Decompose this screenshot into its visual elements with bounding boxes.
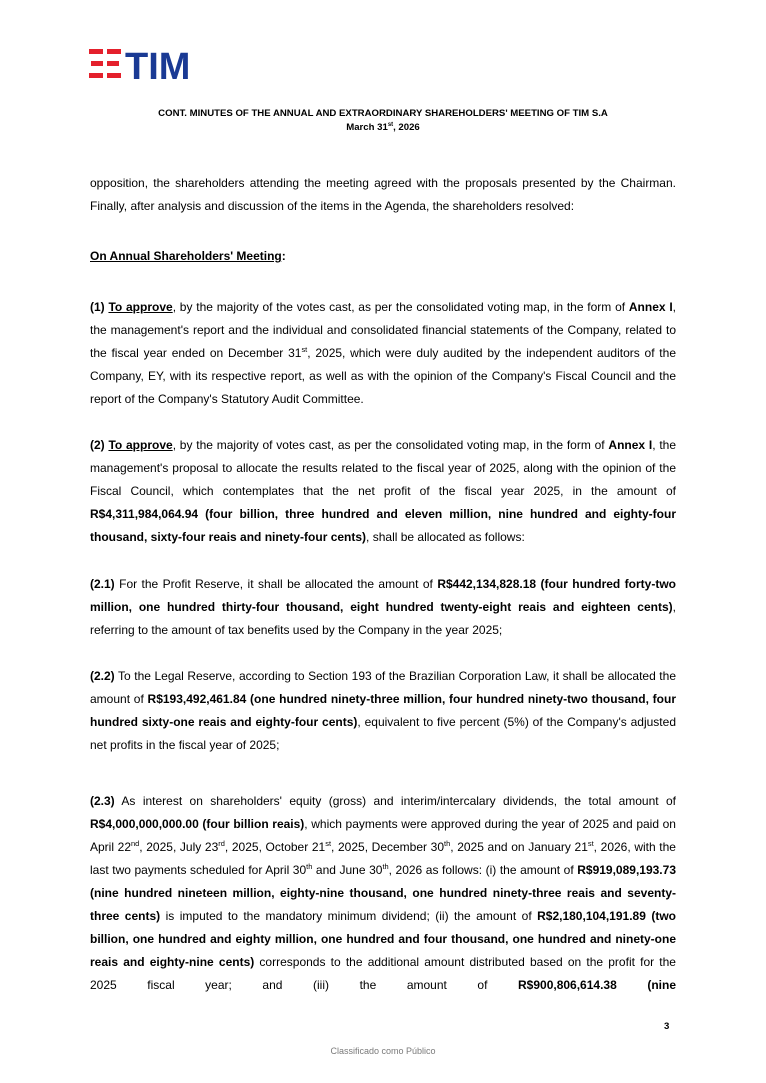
document-header-date: March 31st, 2026 (346, 121, 420, 133)
item-2-paragraph: (2) To approve, by the majority of votes cast, as per the consolidated voting map, in the form of Annex I, the management's proposal to allocate the results related to the fiscal year of 2025, along with the opinion of the Fiscal Council, which contemplates that the net profit of the fiscal year 2025, in the amount of R$4,311,984,064.94 (four billion, three hundred and eleven million, nine hundred and eighty-four thousand, sixty-four reais and ninety-four cents), shall be allocated as follows: (90, 438, 676, 544)
classification-label: Classificado como Público (330, 1046, 436, 1056)
item-2-2-paragraph: (2.2) To the Legal Reserve, according to Section 193 of the Brazilian Corporation Law, it shall be allocated the amount of R$193,492,461.84 (one hundred ninety-three million, four hundred ninety-two thousand, four hundred sixty-one reais and eighty-four cents), equivalent to five percent (5%) of the Company's adjusted net profits in the fiscal year of 2025; (90, 669, 676, 752)
document-header-title: CONT. MINUTES OF THE ANNUAL AND EXTRAORDINARY SHAREHOLDERS' MEETING OF TIM S.A (158, 108, 608, 119)
item-2-3-paragraph: (2.3) As interest on shareholders' equity (gross) and interim/intercalary dividends, the total amount of R$4,000,000,000.00 (four billion reais), which payments were approved during the year of 2025 and paid on April 22nd, 2025, July 23rd, 2025, October 21st, 2025, December 30th, 2025 and on January 21st, 2026, with the last two payments scheduled for April 30th and June 30th, 2026 as follows: (i) the amount of R$919,089,193.73 (nine hundred nineteen million, eighty-nine thousand, one hundred ninety-three reais and seventy-three cents) is imputed to the mandatory minimum dividend; (ii) the amount of R$2,180,104,191.89 (two billion, one hundred and eighty million, one hundred and four thousand, one hundred and ninety-one reais and eighty-nine cents) corresponds to the additional amount distributed based on the profit for the 2025 fiscal year; and (iii) the amount of R$900,806,614.38 (nine (90, 794, 676, 992)
intro-paragraph: opposition, the shareholders attending the meeting agreed with the proposals presented by the Chairman. Finally, after analysis and discussion of the items in the Agenda, the shareholders resolved: (90, 176, 676, 213)
tim-logo (89, 46, 219, 86)
item-2-1-paragraph: (2.1) For the Profit Reserve, it shall be allocated the amount of R$442,134,828.18 (four hundred forty-two million, one hundred thirty-four thousand, eight hundred twenty-eight reais and eighteen cents), referring to the amount of tax benefits used by the Company in the year 2025; (90, 577, 676, 637)
section-heading: On Annual Shareholders' Meeting: (90, 249, 286, 263)
tim-logo-graphic (89, 46, 219, 86)
page-number: 3 (664, 1021, 670, 1032)
logo-wordmark: TIM (125, 46, 191, 86)
item-1-paragraph: (1) To approve, by the majority of the votes cast, as per the consolidated voting map, in the form of Annex I, the management's report and the individual and consolidated financial statements of the Company, related to the fiscal year ended on December 31st, 2025, which were duly audited by the independent auditors of the Company, EY, with its respective report, as well as with the opinion of the Company's Fiscal Council and the report of the Company's Statutory Audit Committee. (90, 300, 677, 406)
